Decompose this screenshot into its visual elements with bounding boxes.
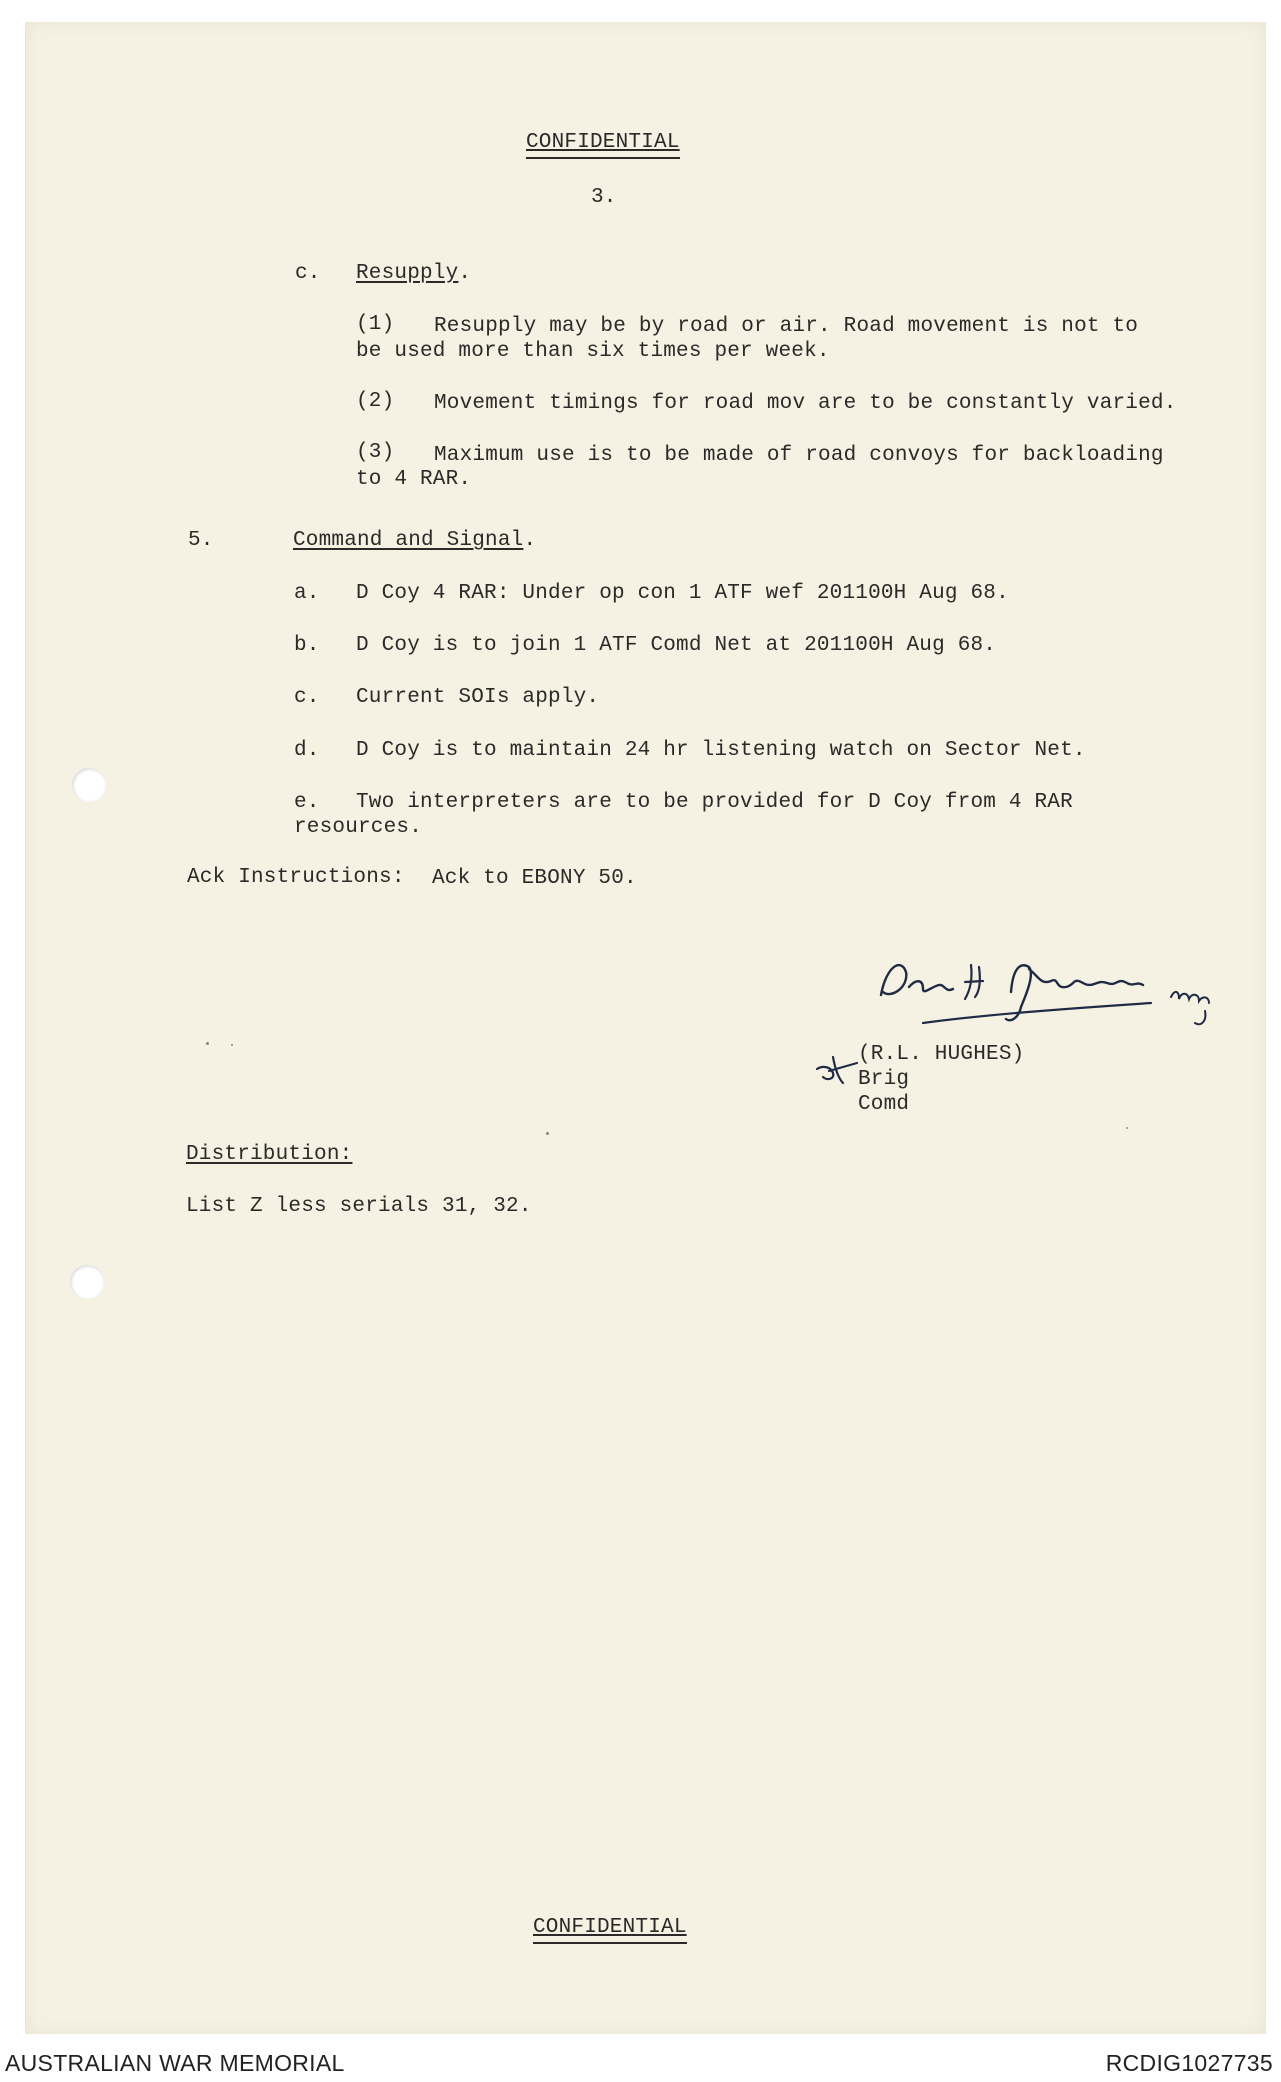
command-item-c-text: Current SOIs apply. xyxy=(356,686,600,709)
distribution-text: List Z less serials 31, 32. xyxy=(186,1195,532,1218)
resupply-item3-number: (3) xyxy=(356,441,395,464)
command-item-e-marker: e. xyxy=(294,791,320,814)
document-page xyxy=(25,22,1266,2034)
punch-hole-top xyxy=(72,768,106,802)
signatory-rank: Brig xyxy=(858,1068,910,1091)
classification-footer: CONFIDENTIAL xyxy=(533,1915,687,1944)
command-item-c-marker: c. xyxy=(294,686,320,709)
resupply-marker: c. xyxy=(295,262,321,285)
command-item-b-marker: b. xyxy=(294,634,320,657)
archive-credit-left: AUSTRALIAN WAR MEMORIAL xyxy=(5,2050,345,2076)
command-item-b-text: D Coy is to join 1 ATF Comd Net at 201100H Aug 68. xyxy=(356,634,997,657)
paper-speck xyxy=(206,1042,209,1045)
resupply-item1-line1: Resupply may be by road or air. Road movement is not to xyxy=(434,315,1139,338)
command-title: Command and Signal xyxy=(293,529,524,552)
ack-label: Ack Instructions: xyxy=(187,866,405,889)
distribution-label: Distribution: xyxy=(186,1143,353,1166)
paper-speck xyxy=(231,1044,233,1046)
section-5-number: 5. xyxy=(188,529,214,552)
ack-text: Ack to EBONY 50. xyxy=(432,867,637,890)
handwritten-signature xyxy=(861,937,1221,1037)
resupply-item1-number: (1) xyxy=(356,313,395,336)
resupply-item2-text: Movement timings for road mov are to be constantly varied. xyxy=(434,392,1177,415)
classification-header: CONFIDENTIAL xyxy=(526,130,680,159)
resupply-item2-number: (2) xyxy=(356,390,395,413)
resupply-item1-line2: be used more than six times per week. xyxy=(356,340,830,363)
paper-speck xyxy=(1126,1127,1128,1129)
command-item-d-marker: d. xyxy=(294,739,320,762)
command-title-punct: . xyxy=(523,529,537,552)
command-item-e-text: Two interpreters are to be provided for D Coy from 4 RAR xyxy=(356,791,1073,814)
command-heading xyxy=(293,528,536,554)
resupply-heading xyxy=(356,261,471,287)
paper-speck xyxy=(546,1132,549,1135)
archive-id-right: RCDIG1027735 xyxy=(1105,2050,1273,2076)
signatory-name: (R.L. HUGHES) xyxy=(858,1043,1025,1066)
punch-hole-bottom xyxy=(70,1265,104,1299)
command-item-a-text: D Coy 4 RAR: Under op con 1 ATF wef 201100H Aug 68. xyxy=(356,582,1009,605)
resupply-title-punct: . xyxy=(458,262,472,285)
resupply-item3-line1: Maximum use is to be made of road convoys for backloading xyxy=(434,444,1164,467)
command-item-d-text: D Coy is to maintain 24 hr listening watch on Sector Net. xyxy=(356,739,1086,762)
resupply-item3-line2: to 4 RAR. xyxy=(356,468,472,491)
signatory-appointment: Comd xyxy=(858,1093,910,1116)
page-number: 3. xyxy=(591,186,617,209)
resupply-title: Resupply xyxy=(356,262,459,285)
command-item-e-line2: resources. xyxy=(294,816,423,839)
command-item-a-marker: a. xyxy=(294,582,320,605)
